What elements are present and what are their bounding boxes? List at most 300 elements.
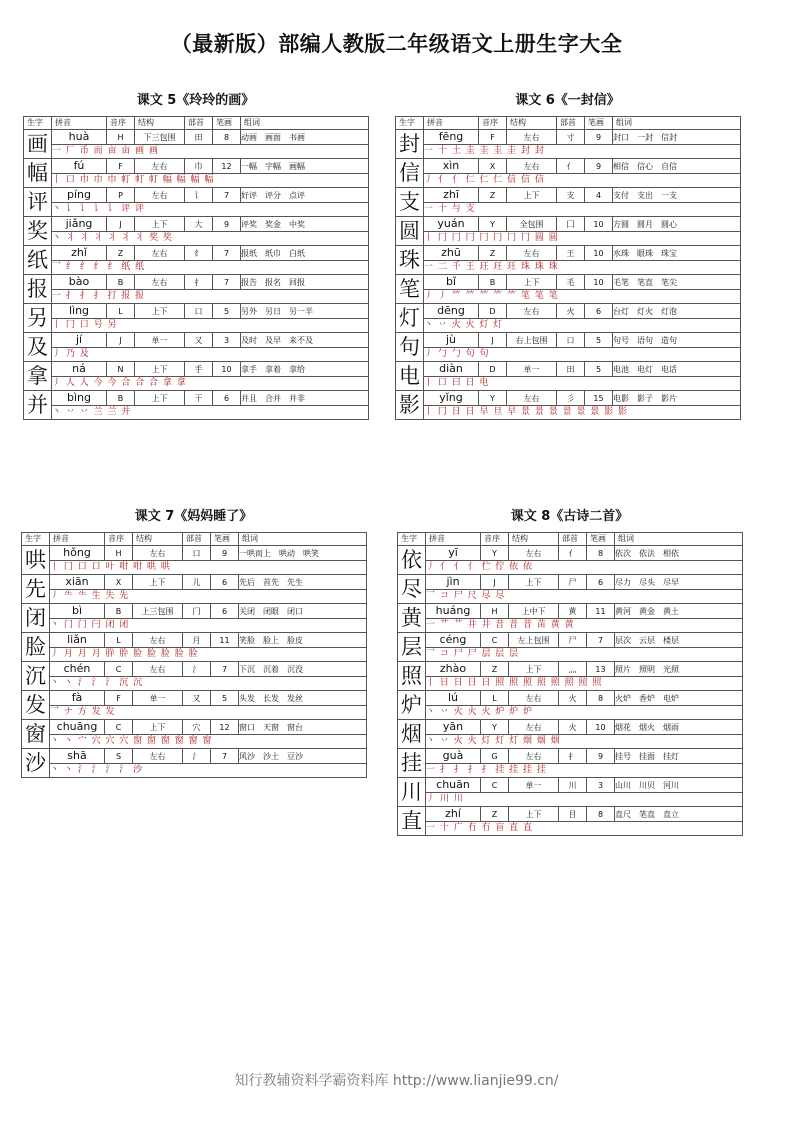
stroke-count-cell: 6	[211, 575, 239, 590]
words-cell: 及时 及早 来不及	[241, 333, 369, 348]
table-row	[24, 188, 369, 203]
yinxu-cell: B	[107, 391, 135, 406]
words-cell: 一幅 字幅 画幅	[241, 159, 369, 174]
pinyin-cell: zhǐ	[52, 246, 107, 261]
words-cell: 窗口 天窗 窗台	[239, 720, 367, 735]
stroke-count-cell: 13	[587, 662, 615, 677]
words-cell: 风沙 沙土 豆沙	[239, 749, 367, 764]
words-cell: 山川 川贝 河川	[615, 778, 743, 793]
radical-cell: 口	[185, 304, 213, 319]
stroke-order-row	[396, 319, 741, 333]
words-cell: 照片 照明 光照	[615, 662, 743, 677]
column-header: 结构	[509, 533, 559, 546]
character-table	[21, 532, 367, 778]
structure-cell: 上下	[135, 362, 185, 377]
words-cell: 支付 支出 一支	[613, 188, 741, 203]
column-header: 生字	[396, 117, 424, 130]
stroke-order-row	[398, 590, 743, 604]
words-cell: 黄河 黄金 黄土	[615, 604, 743, 619]
stroke-count-cell: 9	[585, 159, 613, 174]
stroke-order-row	[396, 290, 741, 304]
yinxu-cell: H	[107, 130, 135, 145]
stroke-order-row	[24, 145, 369, 159]
yinxu-cell: Z	[481, 807, 509, 822]
stroke-count-cell: 6	[213, 391, 241, 406]
stroke-order-row	[22, 619, 367, 633]
table-row	[396, 275, 741, 290]
radical-cell: 灬	[559, 662, 587, 677]
words-cell: 依次 依法 相依	[615, 546, 743, 561]
stroke-order-row	[396, 232, 741, 246]
stroke-count-cell: 7	[587, 633, 615, 648]
structure-cell: 单一	[135, 333, 185, 348]
table-row	[398, 546, 743, 561]
table-row	[24, 159, 369, 174]
stroke-count-cell: 7	[213, 188, 241, 203]
page-footer: 知行教辅资料学霸资料库 http://www.lianjie99.cn/	[234, 1073, 559, 1089]
stroke-count-cell: 10	[585, 246, 613, 261]
table-row	[24, 217, 369, 232]
structure-cell: 左右	[509, 691, 559, 706]
column-header: 音序	[479, 117, 507, 130]
structure-cell: 左右	[135, 246, 185, 261]
stroke-order-row	[22, 590, 367, 604]
structure-cell: 左上包围	[509, 633, 559, 648]
stroke-order-row	[22, 648, 367, 662]
column-header: 组词	[615, 533, 743, 546]
stroke-order-cell: 丶 丶 宀 穴 穴 穴 窗 窗 窗 窗 窗 窗	[50, 735, 367, 749]
stroke-count-cell: 7	[211, 749, 239, 764]
pinyin-cell: bìng	[52, 391, 107, 406]
table-row	[22, 691, 367, 706]
words-cell: 关闭 闭眼 闭口	[239, 604, 367, 619]
column-header: 音序	[481, 533, 509, 546]
column-header: 拼音	[52, 117, 107, 130]
table-row	[396, 217, 741, 232]
column-header: 生字	[398, 533, 426, 546]
table-header-row	[22, 533, 367, 546]
pinyin-cell: yī	[426, 546, 481, 561]
stroke-order-cell: 丿 亻 亻 仁 仁 仁 信 信 信	[424, 174, 741, 188]
stroke-count-cell: 10	[585, 217, 613, 232]
pinyin-cell: bǐ	[424, 275, 479, 290]
yinxu-cell: N	[107, 362, 135, 377]
radical-cell: 门	[183, 604, 211, 619]
radical-cell: 穴	[183, 720, 211, 735]
yinxu-cell: Y	[481, 720, 509, 735]
stroke-count-cell: 11	[211, 633, 239, 648]
radical-cell: 火	[559, 720, 587, 735]
radical-cell: 目	[559, 807, 587, 822]
character-cell: 哄	[22, 546, 50, 575]
radical-cell: 尸	[559, 575, 587, 590]
stroke-order-cell: 丨 冂 日 日 早 旦 早 景 景 景 景 景 景 影 影	[424, 406, 741, 420]
stroke-count-cell: 8	[587, 691, 615, 706]
yinxu-cell: F	[107, 159, 135, 174]
pinyin-cell: ná	[52, 362, 107, 377]
words-cell: 层次 云层 楼层	[615, 633, 743, 648]
stroke-order-row	[24, 261, 369, 275]
stroke-order-cell: 丿 ⺧ ⺧ 生 失 先	[50, 590, 367, 604]
table-row	[24, 304, 369, 319]
words-cell: 头发 长发 发丝	[239, 691, 367, 706]
stroke-order-row	[24, 174, 369, 188]
pinyin-cell: lú	[426, 691, 481, 706]
column-header: 音序	[105, 533, 133, 546]
stroke-count-cell: 7	[213, 246, 241, 261]
pinyin-cell: chén	[50, 662, 105, 677]
table-row	[24, 391, 369, 406]
yinxu-cell: Y	[481, 546, 509, 561]
structure-cell: 上中下	[509, 604, 559, 619]
stroke-order-row	[24, 319, 369, 333]
stroke-order-cell: 丿 人 人 今 今 合 合 合 拿 拿	[52, 377, 369, 391]
stroke-order-cell: 一 艹 艹 井 井 昔 昔 昔 苗 黄 黄	[426, 619, 743, 633]
stroke-order-cell: 乛 コ 尸 尺 尽 尽	[426, 590, 743, 604]
structure-cell: 上下	[507, 275, 557, 290]
stroke-order-row	[398, 706, 743, 720]
pinyin-cell: shā	[50, 749, 105, 764]
yinxu-cell: C	[105, 662, 133, 677]
table-row	[22, 546, 367, 561]
stroke-order-row	[396, 145, 741, 159]
character-cell: 评	[24, 188, 52, 217]
stroke-count-cell: 3	[587, 778, 615, 793]
column-header: 部首	[559, 533, 587, 546]
structure-cell: 左右	[135, 188, 185, 203]
structure-cell: 左右	[507, 391, 557, 406]
character-cell: 发	[22, 691, 50, 720]
stroke-count-cell: 12	[211, 720, 239, 735]
character-cell: 信	[396, 159, 424, 188]
stroke-order-cell: 丨 冂 口 口 叶 咁 咁 哄 哄	[50, 561, 367, 575]
pinyin-cell: bì	[50, 604, 105, 619]
radical-cell: 扌	[185, 275, 213, 290]
lesson-block	[395, 91, 740, 420]
character-cell: 层	[398, 633, 426, 662]
character-cell: 及	[24, 333, 52, 362]
structure-cell: 左右	[133, 662, 183, 677]
structure-cell: 全包围	[507, 217, 557, 232]
character-cell: 照	[398, 662, 426, 691]
stroke-order-row	[24, 203, 369, 217]
radical-cell: 田	[185, 130, 213, 145]
pinyin-cell: dēng	[424, 304, 479, 319]
table-header-row	[24, 117, 369, 130]
structure-cell: 左右	[507, 130, 557, 145]
radical-cell: 口	[557, 333, 585, 348]
character-cell: 圆	[396, 217, 424, 246]
stroke-count-cell: 8	[587, 546, 615, 561]
pinyin-cell: lìng	[52, 304, 107, 319]
table-row	[22, 604, 367, 619]
character-cell: 沙	[22, 749, 50, 778]
yinxu-cell: C	[481, 633, 509, 648]
structure-cell: 上下	[509, 807, 559, 822]
radical-cell: 黄	[559, 604, 587, 619]
yinxu-cell: C	[105, 720, 133, 735]
stroke-order-row	[22, 735, 367, 749]
table-row	[24, 275, 369, 290]
page-title: （最新版）部编人教版二年级语文上册生字大全	[170, 32, 623, 56]
lesson-block	[397, 507, 742, 836]
yinxu-cell: C	[481, 778, 509, 793]
pinyin-cell: jù	[424, 333, 479, 348]
stroke-order-cell: 乛 コ 尸 尸 层 层 层	[426, 648, 743, 662]
structure-cell: 左右	[135, 275, 185, 290]
pinyin-cell: zhū	[424, 246, 479, 261]
character-cell: 影	[396, 391, 424, 420]
words-cell: 句号 语句 造句	[613, 333, 741, 348]
pinyin-cell: zhī	[424, 188, 479, 203]
structure-cell: 右上包围	[507, 333, 557, 348]
words-cell: 电影 影子 影片	[613, 391, 741, 406]
stroke-order-cell: 丶 丷 火 火 灯 灯 灯 烟 烟 烟	[426, 735, 743, 749]
table-row	[22, 633, 367, 648]
stroke-order-cell: 一 二 千 王 玨 玨 玨 珠 珠 珠	[424, 261, 741, 275]
structure-cell: 左右	[507, 159, 557, 174]
yinxu-cell: D	[479, 362, 507, 377]
radical-cell: 氵	[183, 749, 211, 764]
words-cell: 台灯 灯火 灯泡	[613, 304, 741, 319]
lesson-title: 课文 7《妈妈睡了》	[134, 509, 253, 524]
words-cell: 水珠 眼珠 珠宝	[613, 246, 741, 261]
column-header: 笔画	[211, 533, 239, 546]
character-cell: 奖	[24, 217, 52, 246]
stroke-count-cell: 12	[213, 159, 241, 174]
radical-cell: 大	[185, 217, 213, 232]
table-row	[396, 333, 741, 348]
pinyin-cell: fú	[52, 159, 107, 174]
structure-cell: 左右	[133, 749, 183, 764]
table-row	[24, 246, 369, 261]
structure-cell: 上下	[509, 575, 559, 590]
radical-cell: 讠	[185, 188, 213, 203]
character-cell: 另	[24, 304, 52, 333]
structure-cell: 单一	[507, 362, 557, 377]
radical-cell: 手	[185, 362, 213, 377]
pinyin-cell: chuān	[426, 778, 481, 793]
stroke-order-row	[24, 232, 369, 246]
table-row	[396, 159, 741, 174]
yinxu-cell: Y	[479, 217, 507, 232]
column-header: 部首	[557, 117, 585, 130]
radical-cell: 火	[557, 304, 585, 319]
column-header: 笔画	[213, 117, 241, 130]
words-cell: 电池 电灯 电话	[613, 362, 741, 377]
yinxu-cell: B	[107, 275, 135, 290]
yinxu-cell: F	[479, 130, 507, 145]
table-row	[396, 391, 741, 406]
words-cell: 相信 信心 自信	[613, 159, 741, 174]
stroke-order-row	[398, 735, 743, 749]
structure-cell: 上三包围	[133, 604, 183, 619]
stroke-count-cell: 5	[213, 304, 241, 319]
table-row	[396, 362, 741, 377]
table-row	[398, 604, 743, 619]
stroke-count-cell: 7	[213, 275, 241, 290]
stroke-count-cell: 6	[211, 604, 239, 619]
radical-cell: 口	[183, 546, 211, 561]
yinxu-cell: L	[481, 691, 509, 706]
words-cell: 尽力 尽头 尽早	[615, 575, 743, 590]
words-cell: 笑脸 脸上 脸皮	[239, 633, 367, 648]
stroke-count-cell: 6	[585, 304, 613, 319]
pinyin-cell: diàn	[424, 362, 479, 377]
column-header: 结构	[133, 533, 183, 546]
structure-cell: 左右	[133, 633, 183, 648]
radical-cell: 彡	[557, 391, 585, 406]
stroke-order-row	[396, 203, 741, 217]
yinxu-cell: B	[479, 275, 507, 290]
structure-cell: 单一	[133, 691, 183, 706]
words-cell: 好评 评分 点评	[241, 188, 369, 203]
yinxu-cell: G	[481, 749, 509, 764]
column-header: 部首	[183, 533, 211, 546]
words-cell: 挂号 挂面 挂灯	[615, 749, 743, 764]
stroke-order-row	[398, 822, 743, 836]
table-row	[398, 720, 743, 735]
yinxu-cell: Y	[479, 391, 507, 406]
radical-cell: 纟	[185, 246, 213, 261]
stroke-count-cell: 15	[585, 391, 613, 406]
pinyin-cell: zhí	[426, 807, 481, 822]
character-table	[397, 532, 743, 836]
pinyin-cell: hǒng	[50, 546, 105, 561]
stroke-count-cell: 5	[585, 333, 613, 348]
stroke-order-cell: 丶 丷 火 火 灯 灯	[424, 319, 741, 333]
stroke-order-cell: 丿 川 川	[426, 793, 743, 807]
stroke-order-row	[396, 261, 741, 275]
table-row	[24, 362, 369, 377]
column-header: 音序	[107, 117, 135, 130]
words-cell: 报纸 纸巾 白纸	[241, 246, 369, 261]
character-cell: 川	[398, 778, 426, 807]
stroke-count-cell: 9	[585, 130, 613, 145]
character-cell: 窗	[22, 720, 50, 749]
words-cell: 一哄而上 哄动 哄笑	[239, 546, 367, 561]
pinyin-cell: jiǎng	[52, 217, 107, 232]
stroke-order-cell: 一 十 与 支	[424, 203, 741, 217]
words-cell: 先后 首先 先生	[239, 575, 367, 590]
structure-cell: 上下	[135, 217, 185, 232]
yinxu-cell: L	[107, 304, 135, 319]
stroke-count-cell: 8	[587, 807, 615, 822]
column-header: 部首	[185, 117, 213, 130]
column-header: 生字	[22, 533, 50, 546]
stroke-order-cell: 丿 月 月 月 肸 肸 脸 脸 脸 脸 脸	[50, 648, 367, 662]
lesson-block	[21, 507, 366, 778]
stroke-count-cell: 8	[213, 130, 241, 145]
words-cell: 拿手 拿着 拿给	[241, 362, 369, 377]
yinxu-cell: J	[481, 575, 509, 590]
yinxu-cell: H	[105, 546, 133, 561]
stroke-order-cell: 丶 丷 丷 兰 兰 并	[52, 406, 369, 420]
stroke-count-cell: 9	[213, 217, 241, 232]
stroke-order-cell: 丶 丶 氵 氵 氵 氵 沙	[50, 764, 367, 778]
stroke-order-row	[398, 648, 743, 662]
yinxu-cell: J	[107, 333, 135, 348]
radical-cell: 氵	[183, 662, 211, 677]
stroke-count-cell: 10	[587, 720, 615, 735]
radical-cell: 又	[185, 333, 213, 348]
character-cell: 画	[24, 130, 52, 159]
yinxu-cell: J	[479, 333, 507, 348]
stroke-order-row	[398, 619, 743, 633]
radical-cell: 亻	[557, 159, 585, 174]
structure-cell: 上下	[133, 575, 183, 590]
radical-cell: 支	[557, 188, 585, 203]
structure-cell: 左右	[507, 246, 557, 261]
stroke-order-row	[396, 377, 741, 391]
structure-cell: 上下	[135, 304, 185, 319]
table-row	[396, 130, 741, 145]
pinyin-cell: jìn	[426, 575, 481, 590]
stroke-order-row	[396, 174, 741, 188]
radical-cell: 扌	[559, 749, 587, 764]
column-header: 组词	[613, 117, 741, 130]
character-cell: 脸	[22, 633, 50, 662]
table-row	[24, 130, 369, 145]
stroke-order-cell: 丨 口 巾 巾 巾 帄 帄 帄 幅 幅 幅 幅	[52, 174, 369, 188]
lesson-title: 课文 6《一封信》	[515, 93, 620, 108]
character-cell: 幅	[24, 159, 52, 188]
radical-cell: 亻	[559, 546, 587, 561]
character-cell: 沉	[22, 662, 50, 691]
pinyin-cell: huáng	[426, 604, 481, 619]
pinyin-cell: xìn	[424, 159, 479, 174]
stroke-order-row	[24, 290, 369, 304]
radical-cell: 川	[559, 778, 587, 793]
yinxu-cell: D	[479, 304, 507, 319]
stroke-count-cell: 9	[211, 546, 239, 561]
stroke-order-cell: 丿 勹 勹 句 句	[424, 348, 741, 362]
character-cell: 笔	[396, 275, 424, 304]
stroke-order-cell: 丶 丷 火 火 火 炉 炉 炉	[426, 706, 743, 720]
radical-cell: 儿	[183, 575, 211, 590]
structure-cell: 左右	[509, 546, 559, 561]
stroke-count-cell: 6	[587, 575, 615, 590]
stroke-count-cell: 4	[585, 188, 613, 203]
pinyin-cell: yān	[426, 720, 481, 735]
yinxu-cell: J	[107, 217, 135, 232]
radical-cell: 毛	[557, 275, 585, 290]
radical-cell: 王	[557, 246, 585, 261]
yinxu-cell: Z	[107, 246, 135, 261]
yinxu-cell: S	[105, 749, 133, 764]
yinxu-cell: X	[479, 159, 507, 174]
character-cell: 炉	[398, 691, 426, 720]
table-row	[24, 333, 369, 348]
structure-cell: 左右	[507, 304, 557, 319]
pinyin-cell: yuán	[424, 217, 479, 232]
table-row	[398, 749, 743, 764]
radical-cell: 寸	[557, 130, 585, 145]
stroke-order-cell: 丨 日 日 日 日 照 照 照 照 照 照 照 照	[426, 677, 743, 691]
stroke-order-cell: 丿 乃 及	[52, 348, 369, 362]
character-cell: 封	[396, 130, 424, 159]
stroke-count-cell: 5	[585, 362, 613, 377]
column-header: 拼音	[426, 533, 481, 546]
stroke-order-cell: 丨 冂 口 号 另	[52, 319, 369, 333]
character-cell: 电	[396, 362, 424, 391]
stroke-order-row	[22, 706, 367, 720]
stroke-order-row	[398, 764, 743, 778]
table-row	[398, 778, 743, 793]
words-cell: 烟花 烟火 烟雨	[615, 720, 743, 735]
column-header: 笔画	[587, 533, 615, 546]
character-table	[23, 116, 369, 420]
